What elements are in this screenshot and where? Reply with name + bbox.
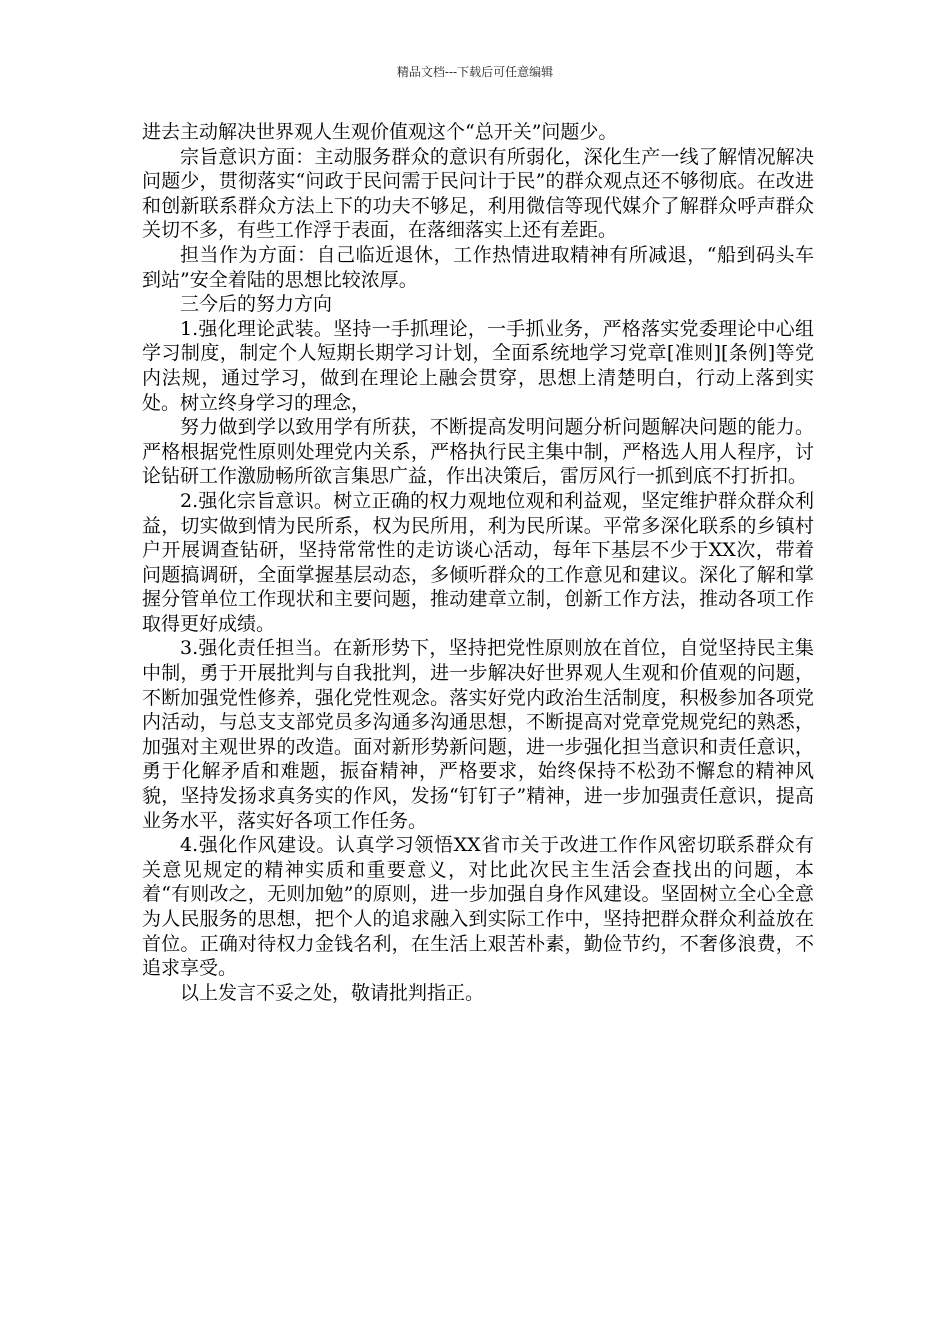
paragraph-responsibility: 担当作为方面：自己临近退休，工作热情进取精神有所减退，“船到码头车到站”安全着陆的思想比较浓厚。 bbox=[142, 243, 814, 291]
document-body bbox=[142, 120, 814, 1005]
paragraph-purpose-awareness: 宗旨意识方面：主动服务群众的意识有所弱化，深化生产一线了解情况解决问题少，贯彻落实“问政于民问需于民问计于民”的群众观点还不够彻底。在改进和创新联系群众方法上下的功夫不够足，利用微信等现代媒介了解群众呼声群众关切不多，有些工作浮于表面，在落细落实上还有差距。 bbox=[142, 145, 814, 242]
paragraph-closing: 以上发言不妥之处，敬请批判指正。 bbox=[180, 981, 485, 1004]
paragraph-item-1-continued: 努力做到学以致用学有所获，不断提高发明问题分析问题解决问题的能力。严格根据党性原则处理党内关系，严格执行民主集中制，严格选人用人程序，讨论钻研工作激励畅所欲言集思广益，作出决策后，雷厉风行一抓到底不打折扣。 bbox=[142, 416, 814, 488]
paragraph-item-1: 1.强化理论武装。坚持一手抓理论，一手抓业务，严格落实党委理论中心组学习制度，制定个人短期长期学习计划，全面系统地学习党章[准则][条例]等党内法规，通过学习，做到在理论上融会贯穿，思想上清楚明白，行动上落到实处。树立终身学习的理念， bbox=[142, 317, 814, 414]
paragraph-item-4: 4.强化作风建设。认真学习领悟XX省市关于改进工作作风密切联系群众有关意见规定的精神实质和重要意义，对比此次民主生活会查找出的问题，本着“有则改之，无则加勉”的原则，进一步加强自身作风建设。坚固树立全心全意为人民服务的思想，把个人的追求融入到实际工作中，坚持把群众群众利益放在首位。正确对待权力金钱名利，在生活上艰苦朴素，勤俭节约，不奢侈浪费，不追求享受。 bbox=[142, 834, 814, 980]
page-header: 精品文档---下载后可任意编辑 bbox=[396, 65, 554, 79]
section-heading-future-direction: 三今后的努力方向 bbox=[180, 293, 333, 316]
paragraph-item-2: 2.强化宗旨意识。树立正确的权力观地位观和利益观，坚定维护群众群众利益，切实做到情为民所系，权为民所用，利为民所谋。平常多深化联系的乡镇村户开展调查钻研，坚持常常性的走访谈心活动，每年下基层不少于XX次，带着问题搞调研，全面掌握基层动态，多倾听群众的工作意见和建议。深化了解和掌握分管单位工作现状和主要问题，推动建章立制，创新工作方法，推动各项工作取得更好成绩。 bbox=[142, 489, 814, 635]
paragraph-item-3: 3.强化责任担当。在新形势下，坚持把党性原则放在首位，自觉坚持民主集中制，勇于开展批判与自我批判，进一步解决好世界观人生观和价值观的问题，不断加强党性修养，强化党性观念。落实好党内政治生活制度，积极参加各项党内活动，与总支支部党员多沟通多沟通思想，不断提高对党章党规党纪的熟悉，加强对主观世界的改造。面对新形势新问题，进一步强化担当意识和责任意识，勇于化解矛盾和难题，振奋精神，严格要求，始终保持不松劲不懈怠的精神风貌，坚持发扬求真务实的作风，发扬“钉钉子”精神，进一步加强责任意识，提高业务水平，落实好各项工作任务。 bbox=[142, 637, 814, 832]
paragraph-continuation: 进去主动解决世界观人生观价值观这个“总开关”问题少。 bbox=[142, 121, 618, 143]
